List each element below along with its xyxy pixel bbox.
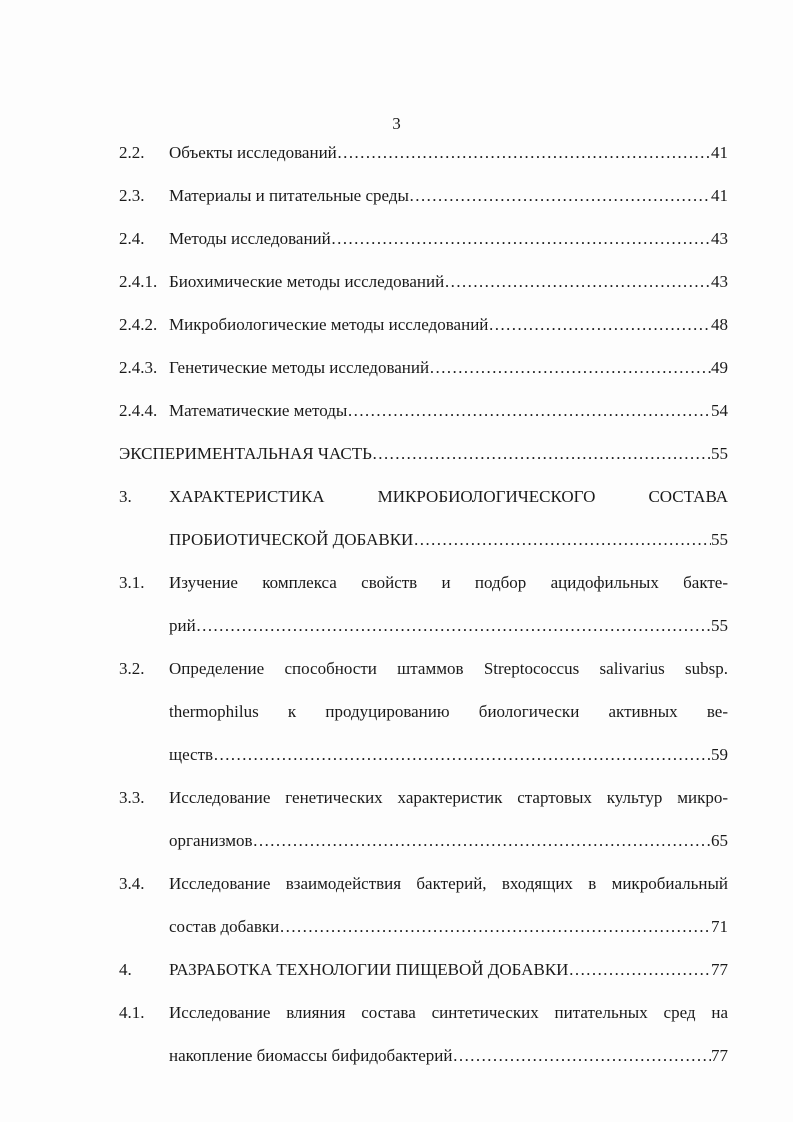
- toc-title: рий: [169, 616, 196, 635]
- toc-entry-4: [119, 960, 728, 980]
- toc-entry-3-line1: [119, 487, 728, 507]
- toc-page: 77: [711, 1046, 728, 1065]
- toc-entry-2-4-4: [119, 401, 728, 421]
- toc-title: состав добавки: [169, 917, 280, 936]
- toc-entry-2-4-3: [119, 358, 728, 378]
- toc-leader: [213, 745, 711, 765]
- toc-title: Объекты исследований: [169, 143, 337, 162]
- toc-title: Материалы и питательные среды: [169, 186, 409, 205]
- toc-leader: [347, 401, 711, 421]
- toc-entry-3-3-line2: [169, 831, 728, 851]
- toc-page: 54: [711, 401, 728, 420]
- toc-leader: [452, 1046, 711, 1066]
- toc-number: 3.2.: [119, 659, 145, 678]
- toc-leader: [413, 530, 711, 550]
- toc-page: 49: [711, 358, 728, 377]
- toc-title: Исследование генетических характеристик стартовых культур микро-: [169, 788, 728, 807]
- toc-entry-2-4: [119, 229, 728, 249]
- toc-leader: [252, 831, 711, 851]
- toc-number: 2.4.1.: [119, 272, 158, 291]
- toc-page: 43: [711, 272, 728, 291]
- toc-title: организмов: [169, 831, 253, 850]
- toc-entry-3-2-line3: [169, 745, 728, 765]
- toc-entry-4-1-line1: [119, 1003, 728, 1023]
- toc-number: 2.4.2.: [119, 315, 158, 334]
- toc-leader: [444, 272, 711, 292]
- toc-leader: [429, 358, 711, 378]
- toc-number: 3.4.: [119, 874, 145, 893]
- toc-page: 41: [711, 186, 728, 205]
- toc-title: ХАРАКТЕРИСТИКА МИКРОБИОЛОГИЧЕСКОГО СОСТАВА: [169, 487, 728, 506]
- toc-page: 55: [711, 616, 728, 635]
- toc-entry-3-1-line1: [119, 573, 728, 593]
- toc-title: Генетические методы исследований: [169, 358, 430, 377]
- toc-leader: [331, 229, 711, 249]
- toc-leader: [568, 960, 711, 980]
- toc-number: 3.3.: [119, 788, 145, 807]
- toc-entry-3-4-line1: [119, 874, 728, 894]
- toc-number: 3.1.: [119, 573, 145, 592]
- toc-entry-3-4-line2: [169, 917, 728, 937]
- toc-page: 55: [711, 444, 728, 463]
- toc-entry-3-2-line1: [119, 659, 728, 679]
- toc-entry-experimental: [119, 444, 728, 464]
- toc-leader: [488, 315, 711, 335]
- toc-title: Биохимические методы исследований: [169, 272, 445, 291]
- toc-leader: [279, 917, 711, 937]
- toc-title: ПРОБИОТИЧЕСКОЙ ДОБАВКИ: [169, 530, 414, 549]
- toc-page: 71: [711, 917, 728, 936]
- toc-number: 3.: [119, 487, 132, 506]
- toc-page: 55: [711, 530, 728, 549]
- toc-entry-3-2-line2: [169, 702, 728, 722]
- toc-title: thermophilus к продуцированию биологически активных ве-: [169, 702, 728, 721]
- toc-title: Микробиологические методы исследований: [169, 315, 489, 334]
- toc-entry-3-3-line1: [119, 788, 728, 808]
- toc-title: Исследование влияния состава синтетических питательных сред на: [169, 1003, 728, 1022]
- toc-number: 2.3.: [119, 186, 145, 205]
- toc-entry-2-3: [119, 186, 728, 206]
- toc-page: 77: [711, 960, 728, 979]
- toc-number: 2.2.: [119, 143, 145, 162]
- toc-title: ЭКСПЕРИМЕНТАЛЬНАЯ ЧАСТЬ: [119, 444, 372, 463]
- page-number: 3: [392, 114, 401, 133]
- toc-leader: [196, 616, 711, 636]
- toc-number: 2.4.3.: [119, 358, 158, 377]
- toc-leader: [409, 186, 711, 206]
- toc-page: 43: [711, 229, 728, 248]
- toc-title: Исследование взаимодействия бактерий, входящих в микробиальный: [169, 874, 728, 893]
- toc-entry-3-line2: [169, 530, 728, 550]
- toc-number: 2.4.4.: [119, 401, 158, 420]
- toc-entry-2-4-1: [119, 272, 728, 292]
- toc-page: 59: [711, 745, 728, 764]
- toc-title: накопление биомассы бифидобактерий: [169, 1046, 453, 1065]
- toc-title: Определение способности штаммов Streptococcus salivarius subsp.: [169, 659, 728, 678]
- toc-title: Методы исследований: [169, 229, 331, 248]
- toc-title: ществ: [169, 745, 214, 764]
- toc-page: 41: [711, 143, 728, 162]
- toc-number: 4.: [119, 960, 132, 979]
- toc-leader: [372, 444, 711, 464]
- toc-entry-2-2: [119, 143, 728, 163]
- toc-leader: [337, 143, 711, 163]
- toc-entry-3-1-line2: [169, 616, 728, 636]
- toc-entry-4-1-line2: [169, 1046, 728, 1066]
- toc-entry-2-4-2: [119, 315, 728, 335]
- toc-number: 4.1.: [119, 1003, 145, 1022]
- toc-title: Математические методы: [169, 401, 348, 420]
- toc-page: 65: [711, 831, 728, 850]
- toc-page: 48: [711, 315, 728, 334]
- toc-number: 2.4.: [119, 229, 145, 248]
- toc-title: Изучение комплекса свойств и подбор ацидофильных бакте-: [169, 573, 728, 592]
- toc-title: РАЗРАБОТКА ТЕХНОЛОГИИ ПИЩЕВОЙ ДОБАВКИ: [169, 960, 569, 979]
